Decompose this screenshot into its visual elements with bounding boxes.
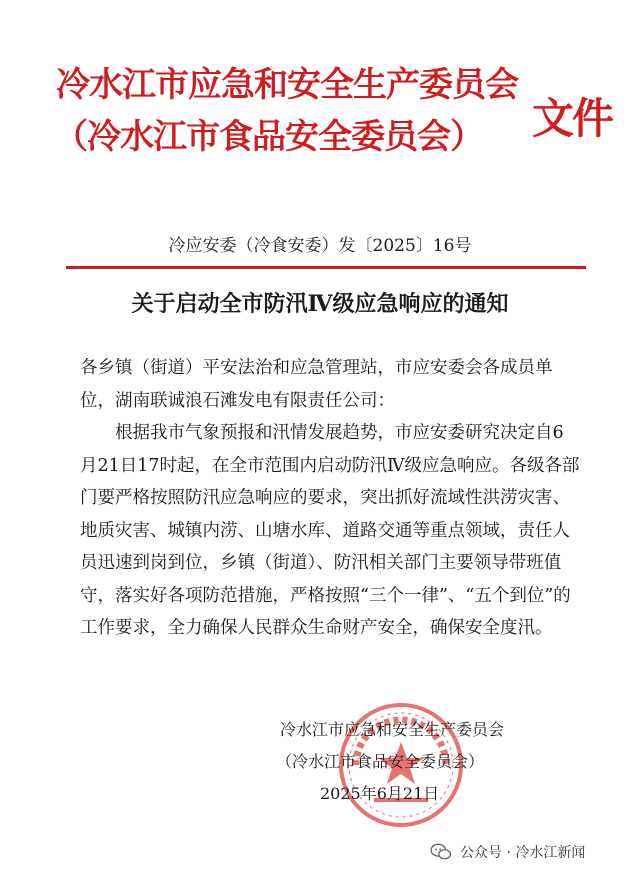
signature-org-2: （冷水江市食品安全委员会） [276,752,485,771]
document-number: 冷应安委（冷食安委）发〔2025〕16号 [168,236,472,256]
document-title: 关于启动全市防汛Ⅳ级应急响应的通知 [131,291,509,317]
wechat-watermark [430,842,585,862]
signature-org-1: 冷水江市应急和安全生产委员会 [280,720,505,739]
document-body [80,352,580,645]
document-header [56,62,631,172]
body-paragraph: 根据我市气象预报和汛情发展趋势，市应安委研究决定自6月21日17时起，在全市范围内启动防汛Ⅳ级应急响应。各级各部门要严格按照防汛应急响应的要求，突出抓好流域性洪涝灾害、地质灾害、城镇内涝、山塘水库、道路交通等重点领域，责任人员迅速到岗到位，乡镇（街道）、防汛相关部门主要领导带班值守，落实好各项防范措施，严格按照“三个一律”、“五个到位”的工作要求，全力确保人民群众生命财产安全，确保安全度汛。 [80,423,580,638]
doc-type-label: 文件 [532,94,613,143]
watermark-text: 公众号 · 冷水江新闻 [460,845,586,861]
red-divider [66,266,586,269]
signature-block [240,714,570,810]
issuer-line-2: （冷水江市食品安全委员会） [54,117,483,157]
salutation: 各乡镇（街道）平安法治和应急管理站，市应安委会各成员单位，湖南联诚浪石滩发电有限责任公司： [80,358,553,411]
wechat-icon [430,843,452,861]
issuer-line-1: 冷水江市应急和安全生产委员会 [56,65,518,105]
signature-date: 2025年6月21日 [320,784,440,803]
